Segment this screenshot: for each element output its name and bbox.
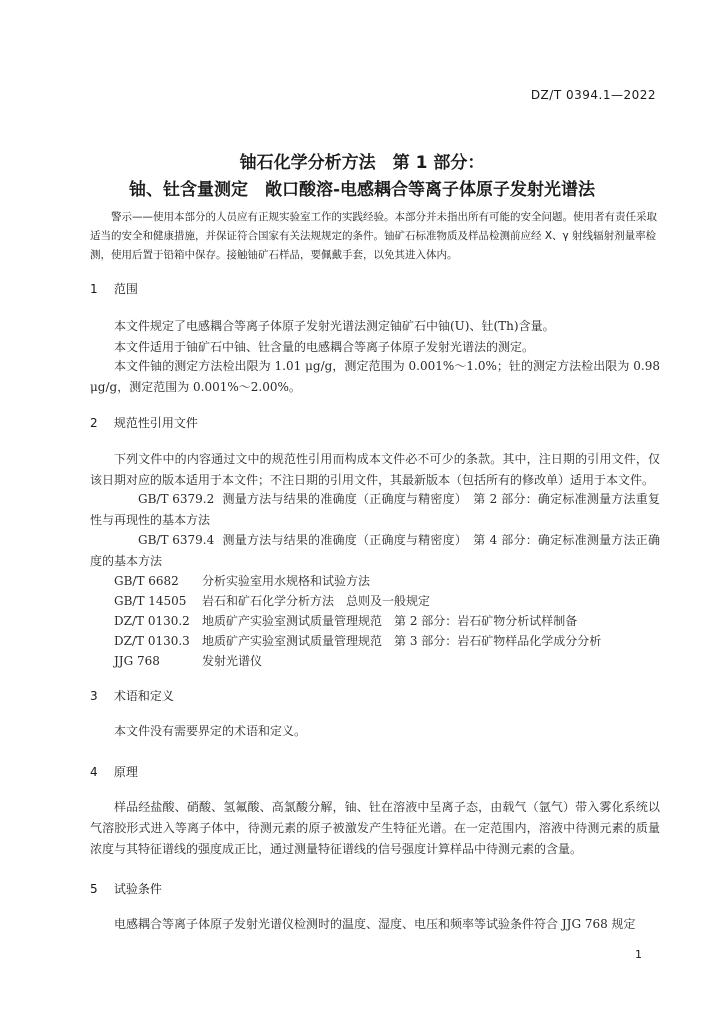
paragraph: 本文件没有需要界定的术语和定义。 <box>114 724 307 738</box>
section-number: 3 <box>90 689 98 703</box>
paragraph: 电感耦合等离子体原子发射光谱仪检测时的温度、湿度、电压和频率等试验条件符合 JJG 768 规定 <box>114 917 636 931</box>
paragraph: 下列文件中的内容通过文中的规范性引用而构成本文件必不可少的条款。其中，注日期的引用文件，仅该日期对应的版本适用于本文件；不注日期的引用文件，其最新版本（包括所有的修改单）适用于本文件。 <box>90 452 660 487</box>
reference-title: 地质矿产实验室测试质量管理规范 第 2 部分：岩石矿物分析试样制备 <box>202 614 578 628</box>
section-heading-normative-references <box>90 414 198 431</box>
reference-code: GB/T 6379.2 <box>138 492 215 506</box>
paragraph: 本文件铀的测定方法检出限为 1.01 μg/g，测定范围为 0.001%～1.0%；钍的测定方法检出限为 0.98 μg/g，测定范围为 0.001%～2.00%。 <box>90 359 660 394</box>
section-heading-test-conditions <box>90 880 162 897</box>
reference-code: JJG 768 <box>114 654 160 668</box>
paragraph: 样品经盐酸、硝酸、氢氟酸、高氯酸分解，铀、钍在溶液中呈离子态，由载气（氩气）带入雾化系统以气溶胶形式进入等离子体中，待测元素的原子被激发产生特征光谱。在一定范围内，溶液中待测元素的质量浓度与其特征谱线的强度成正比，通过测量特征谱线的信号强度计算样品中待测元素的含量。 <box>90 800 660 856</box>
reference-title: 测量方法与结果的准确度（正确度与精密度） 第 4 部分：确定标准测量方法正确度的基本方法 <box>90 533 660 568</box>
section-title: 规范性引用文件 <box>113 416 198 430</box>
paragraph: 本文件适用于铀矿石中铀、钍含量的电感耦合等离子体原子发射光谱法的测定。 <box>114 340 535 354</box>
reference-title: 岩石和矿石化学分析方法 总则及一般规定 <box>202 594 431 608</box>
document-title-line2: 铀、钍含量测定 敞口酸溶-电感耦合等离子体原子发射光谱法 <box>128 180 596 200</box>
section-title: 试验条件 <box>113 882 162 896</box>
reference-item <box>114 651 262 672</box>
reference-title: 发射光谱仪 <box>202 654 263 668</box>
section-title: 范围 <box>113 282 138 296</box>
reference-title: 测量方法与结果的准确度（正确度与精密度） 第 2 部分：确定标准测量方法重复性与再现性的基本方法 <box>90 492 660 527</box>
standard-code: DZ/T 0394.1—2022 <box>530 88 656 102</box>
section-number: 4 <box>90 765 98 779</box>
reference-item <box>114 611 577 632</box>
reference-item <box>90 489 660 531</box>
document-title-line1: 铀石化学分析方法 第 1 部分： <box>239 153 485 173</box>
reference-title: 地质矿产实验室测试质量管理规范 第 3 部分：岩石矿物样品化学成分分析 <box>202 634 602 648</box>
warning-notice: 警示——使用本部分的人员应有正规实验室工作的实践经验。本部分并未指出所有可能的安全问题。使用者有责任采取适当的安全和健康措施，并保证符合国家有关法规规定的条件。铀矿石标准物质及样品检测前应经 X、γ 射线辐射剂量率检测，使用后置于铅箱中保存。接触铀矿石样品，要佩戴手套，以免其进入体内。 <box>90 211 657 261</box>
section-heading-scope <box>90 280 138 297</box>
section-number: 1 <box>90 282 98 296</box>
paragraph: 本文件规定了电感耦合等离子体原子发射光谱法测定铀矿石中铀(U)、钍(Th)含量。 <box>114 319 555 333</box>
section-title: 原理 <box>113 765 138 779</box>
reference-item <box>114 591 430 612</box>
page-number: 1 <box>635 948 642 961</box>
section-heading-principle <box>90 763 138 780</box>
reference-code: GB/T 14505 <box>114 594 187 608</box>
reference-item <box>114 631 601 652</box>
reference-code: GB/T 6379.4 <box>138 533 215 547</box>
reference-item <box>90 530 660 572</box>
reference-code: GB/T 6682 <box>114 574 179 588</box>
reference-title: 分析实验室用水规格和试验方法 <box>202 574 371 588</box>
reference-item <box>114 571 370 592</box>
section-number: 2 <box>90 416 98 430</box>
section-heading-terms <box>90 687 174 704</box>
reference-code: DZ/T 0130.3 <box>114 634 190 648</box>
reference-code: DZ/T 0130.2 <box>114 614 190 628</box>
section-number: 5 <box>90 882 98 896</box>
section-title: 术语和定义 <box>113 689 174 703</box>
